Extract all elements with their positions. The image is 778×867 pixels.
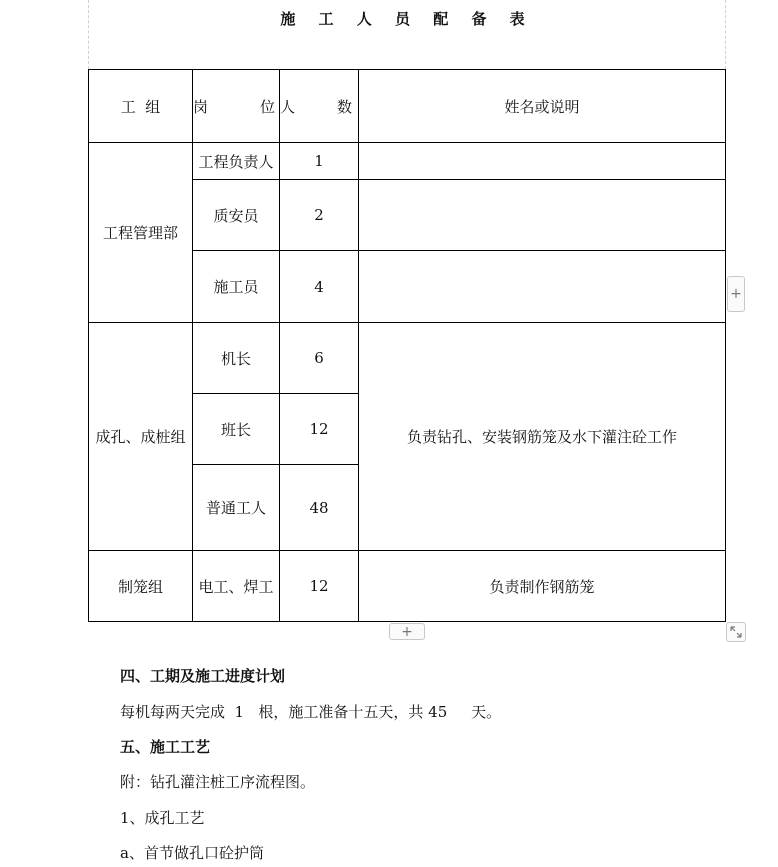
note-cell-cage: 负责制作钢筋笼: [359, 551, 726, 622]
position-cell: 普通工人: [193, 465, 280, 551]
position-cell: 班长: [193, 394, 280, 465]
table-row: [89, 323, 726, 394]
count-cell: 4: [280, 251, 359, 323]
count-cell: 12: [280, 394, 359, 465]
plus-icon: +: [730, 286, 742, 302]
header-position-char-2: 位: [259, 97, 275, 116]
add-row-button[interactable]: [389, 623, 425, 640]
staff-table: [88, 69, 726, 622]
count-cell: 6: [280, 323, 359, 394]
note-cell: [359, 251, 726, 323]
position-cell: 施工员: [193, 251, 280, 323]
note-cell-drilling: 负责钻孔、安装钢筋笼及水下灌注砼工作: [359, 323, 726, 551]
count-cell: 1: [280, 143, 359, 180]
group-cell-management: 工程管理部: [89, 143, 193, 323]
header-count: [280, 70, 359, 143]
resize-icon: [730, 626, 742, 638]
header-position-char-1: 岗: [193, 97, 209, 116]
position-cell: 质安员: [193, 180, 280, 251]
header-count-char-1: 人: [280, 97, 296, 116]
header-position: [193, 70, 280, 143]
header-group: 工 组: [89, 70, 193, 143]
plus-icon: +: [401, 623, 413, 640]
position-cell: 工程负责人: [193, 143, 280, 180]
add-column-button[interactable]: [727, 276, 745, 312]
count-cell: 2: [280, 180, 359, 251]
header-count-char-2: 数: [336, 97, 352, 116]
group-cell-drilling: 成孔、成桩组: [89, 323, 193, 551]
note-cell: [359, 143, 726, 180]
header-note: 姓名或说明: [359, 70, 726, 143]
attachment-paragraph: 附：钻孔灌注桩工序流程图。: [120, 773, 316, 791]
group-cell-cage: 制笼组: [89, 551, 193, 622]
section-4-heading: 四、工期及施工进度计划: [120, 667, 286, 685]
table-row: [89, 551, 726, 622]
position-cell: 机长: [193, 323, 280, 394]
item-a-paragraph: a、首节做孔口砼护筒: [120, 844, 264, 862]
position-cell: 电工、焊工: [193, 551, 280, 622]
table-header-row: [89, 70, 726, 143]
table-title: 施 工 人 员 配 备 表: [280, 10, 534, 28]
table-row: [89, 143, 726, 180]
count-cell: 48: [280, 465, 359, 551]
schedule-paragraph: 每机每两天完成 1 根，施工准备十五天，共 45 天。: [120, 703, 502, 721]
section-5-heading: 五、施工工艺: [120, 738, 211, 756]
table-resize-handle[interactable]: [726, 622, 746, 642]
count-cell: 12: [280, 551, 359, 622]
item-1-paragraph: 1、成孔工艺: [120, 809, 205, 827]
note-cell: [359, 180, 726, 251]
